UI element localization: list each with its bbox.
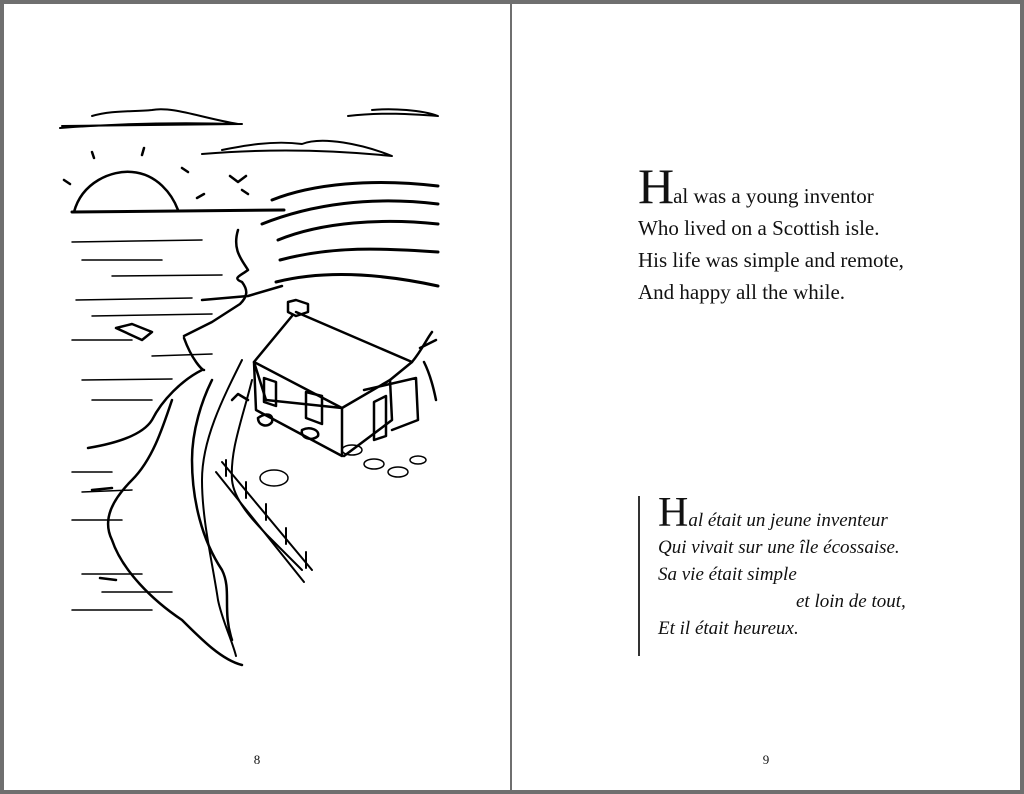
stanza-line-text: al was a young inventor xyxy=(673,184,874,208)
dropcap: H xyxy=(658,490,689,536)
stepping-stones xyxy=(260,445,426,486)
stanza-line xyxy=(658,490,906,536)
dropcap: H xyxy=(638,158,674,214)
page-number-right: 9 xyxy=(762,752,770,767)
hills xyxy=(262,182,438,286)
cliff-cottage-illustration xyxy=(52,100,444,672)
cottage xyxy=(232,300,436,456)
stanza-line-text: al était un jeune inventeur xyxy=(688,510,888,531)
english-stanza xyxy=(638,158,904,308)
stanza-line: Who lived on a Scottish isle. xyxy=(638,216,880,240)
left-page xyxy=(4,4,510,790)
horizon-line xyxy=(72,210,284,212)
stanza-line xyxy=(638,158,904,214)
page-number-left: 8 xyxy=(253,752,261,767)
stanza-line: Sa vie était simple xyxy=(658,564,797,585)
stanza-line: His life was simple and remote, xyxy=(638,248,904,272)
french-stanza xyxy=(638,490,906,656)
clouds xyxy=(60,109,438,156)
sun xyxy=(64,148,248,212)
stanza-line: Et il était heureux. xyxy=(658,618,799,639)
stanza-line: et loin de tout, xyxy=(796,591,906,612)
right-page xyxy=(512,4,1020,790)
stanza-line: And happy all the while. xyxy=(638,280,846,304)
cliff xyxy=(88,230,282,665)
stanza-line: Qui vivait sur une île écossaise. xyxy=(658,537,900,558)
